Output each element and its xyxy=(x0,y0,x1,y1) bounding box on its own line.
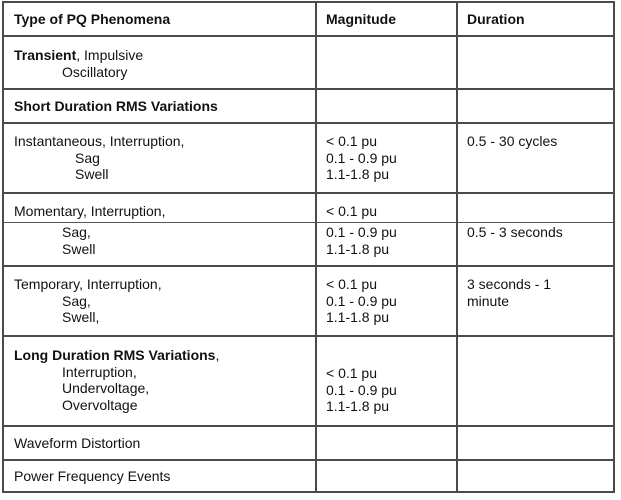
table-row-power-frequency-events: Power Frequency Events xyxy=(14,468,171,484)
column-divider xyxy=(315,1,317,493)
table-row-momentary-sag-swell xyxy=(14,224,95,257)
phenomena-subtype: Sag, xyxy=(62,224,91,240)
table-row-transient xyxy=(14,47,143,80)
magnitude-value: 0.1 - 0.9 pu xyxy=(326,292,397,309)
magnitude-cell xyxy=(326,365,397,415)
table-row-short-duration: Short Duration RMS Variations xyxy=(14,98,218,114)
phenomena-subtype: Swell, xyxy=(62,309,100,325)
duration-value: 0.5 - 30 cycles xyxy=(467,133,558,149)
magnitude-value: < 0.1 pu xyxy=(326,203,377,219)
table-row-waveform-distortion: Waveform Distortion xyxy=(14,435,141,451)
header-duration: Duration xyxy=(467,11,525,27)
table-row-temporary xyxy=(14,276,162,326)
header-magnitude: Magnitude xyxy=(326,11,396,27)
duration-value: minute xyxy=(467,292,510,309)
magnitude-value: 1.1-1.8 pu xyxy=(326,240,390,257)
magnitude-value: < 0.1 pu xyxy=(326,276,377,292)
table-border-bottom xyxy=(2,491,615,493)
phenomena-subtype: Oscillatory xyxy=(62,63,128,80)
phenomena-text: Momentary, Interruption, xyxy=(14,203,166,219)
magnitude-value: < 0.1 pu xyxy=(326,133,377,149)
table-row-momentary xyxy=(14,203,165,220)
phenomena-subtype: Overvoltage xyxy=(62,396,138,413)
phenomena-text: Instantaneous, Interruption, xyxy=(14,133,185,149)
phenomena-subtype: Sag xyxy=(75,149,100,166)
row-divider xyxy=(2,265,615,267)
row-divider xyxy=(2,459,615,461)
duration-cell xyxy=(467,276,551,309)
row-divider xyxy=(2,192,615,194)
phenomena-subtype: Interruption, xyxy=(62,363,137,380)
duration-cell xyxy=(467,224,563,241)
pq-phenomena-table xyxy=(2,1,615,493)
magnitude-value: 1.1-1.8 pu xyxy=(326,398,390,414)
table-row-instantaneous xyxy=(14,133,184,183)
phenomena-subtype: Undervoltage, xyxy=(62,380,150,396)
magnitude-cell xyxy=(326,276,397,326)
duration-value: 3 seconds - 1 xyxy=(467,276,552,292)
row-divider xyxy=(2,122,615,124)
magnitude-value: 1.1-1.8 pu xyxy=(326,309,390,325)
duration-cell xyxy=(467,133,557,150)
magnitude-value: < 0.1 pu xyxy=(326,365,377,381)
duration-value: 0.5 - 3 seconds xyxy=(467,224,563,240)
table-border-right xyxy=(613,1,615,493)
magnitude-cell xyxy=(326,224,397,257)
phenomena-category: Transient xyxy=(14,47,77,63)
magnitude-value: 0.1 - 0.9 pu xyxy=(326,381,397,398)
table-row-long-duration xyxy=(14,347,219,413)
table-border-left xyxy=(2,1,4,493)
phenomena-text: , Impulsive xyxy=(76,47,144,63)
header-type-of-pq-phenomena: Type of PQ Phenomena xyxy=(14,11,171,27)
phenomena-subtype: Swell xyxy=(75,166,109,182)
row-divider xyxy=(2,425,615,427)
table-border-top xyxy=(2,1,615,3)
column-divider xyxy=(456,1,458,493)
magnitude-value: 0.1 - 0.9 pu xyxy=(326,224,397,240)
magnitude-cell xyxy=(326,133,397,183)
magnitude-value: 1.1-1.8 pu xyxy=(326,166,390,182)
phenomena-subtype: Sag, xyxy=(62,292,91,309)
row-divider xyxy=(2,222,615,223)
phenomena-text: , xyxy=(215,347,220,363)
row-divider xyxy=(2,335,615,337)
magnitude-value: 0.1 - 0.9 pu xyxy=(326,149,397,166)
row-divider xyxy=(2,88,615,90)
phenomena-category: Long Duration RMS Variations xyxy=(14,347,216,363)
magnitude-cell xyxy=(326,203,377,220)
phenomena-text: Temporary, Interruption, xyxy=(14,276,162,292)
row-divider xyxy=(2,35,615,37)
phenomena-subtype: Swell xyxy=(62,240,96,257)
